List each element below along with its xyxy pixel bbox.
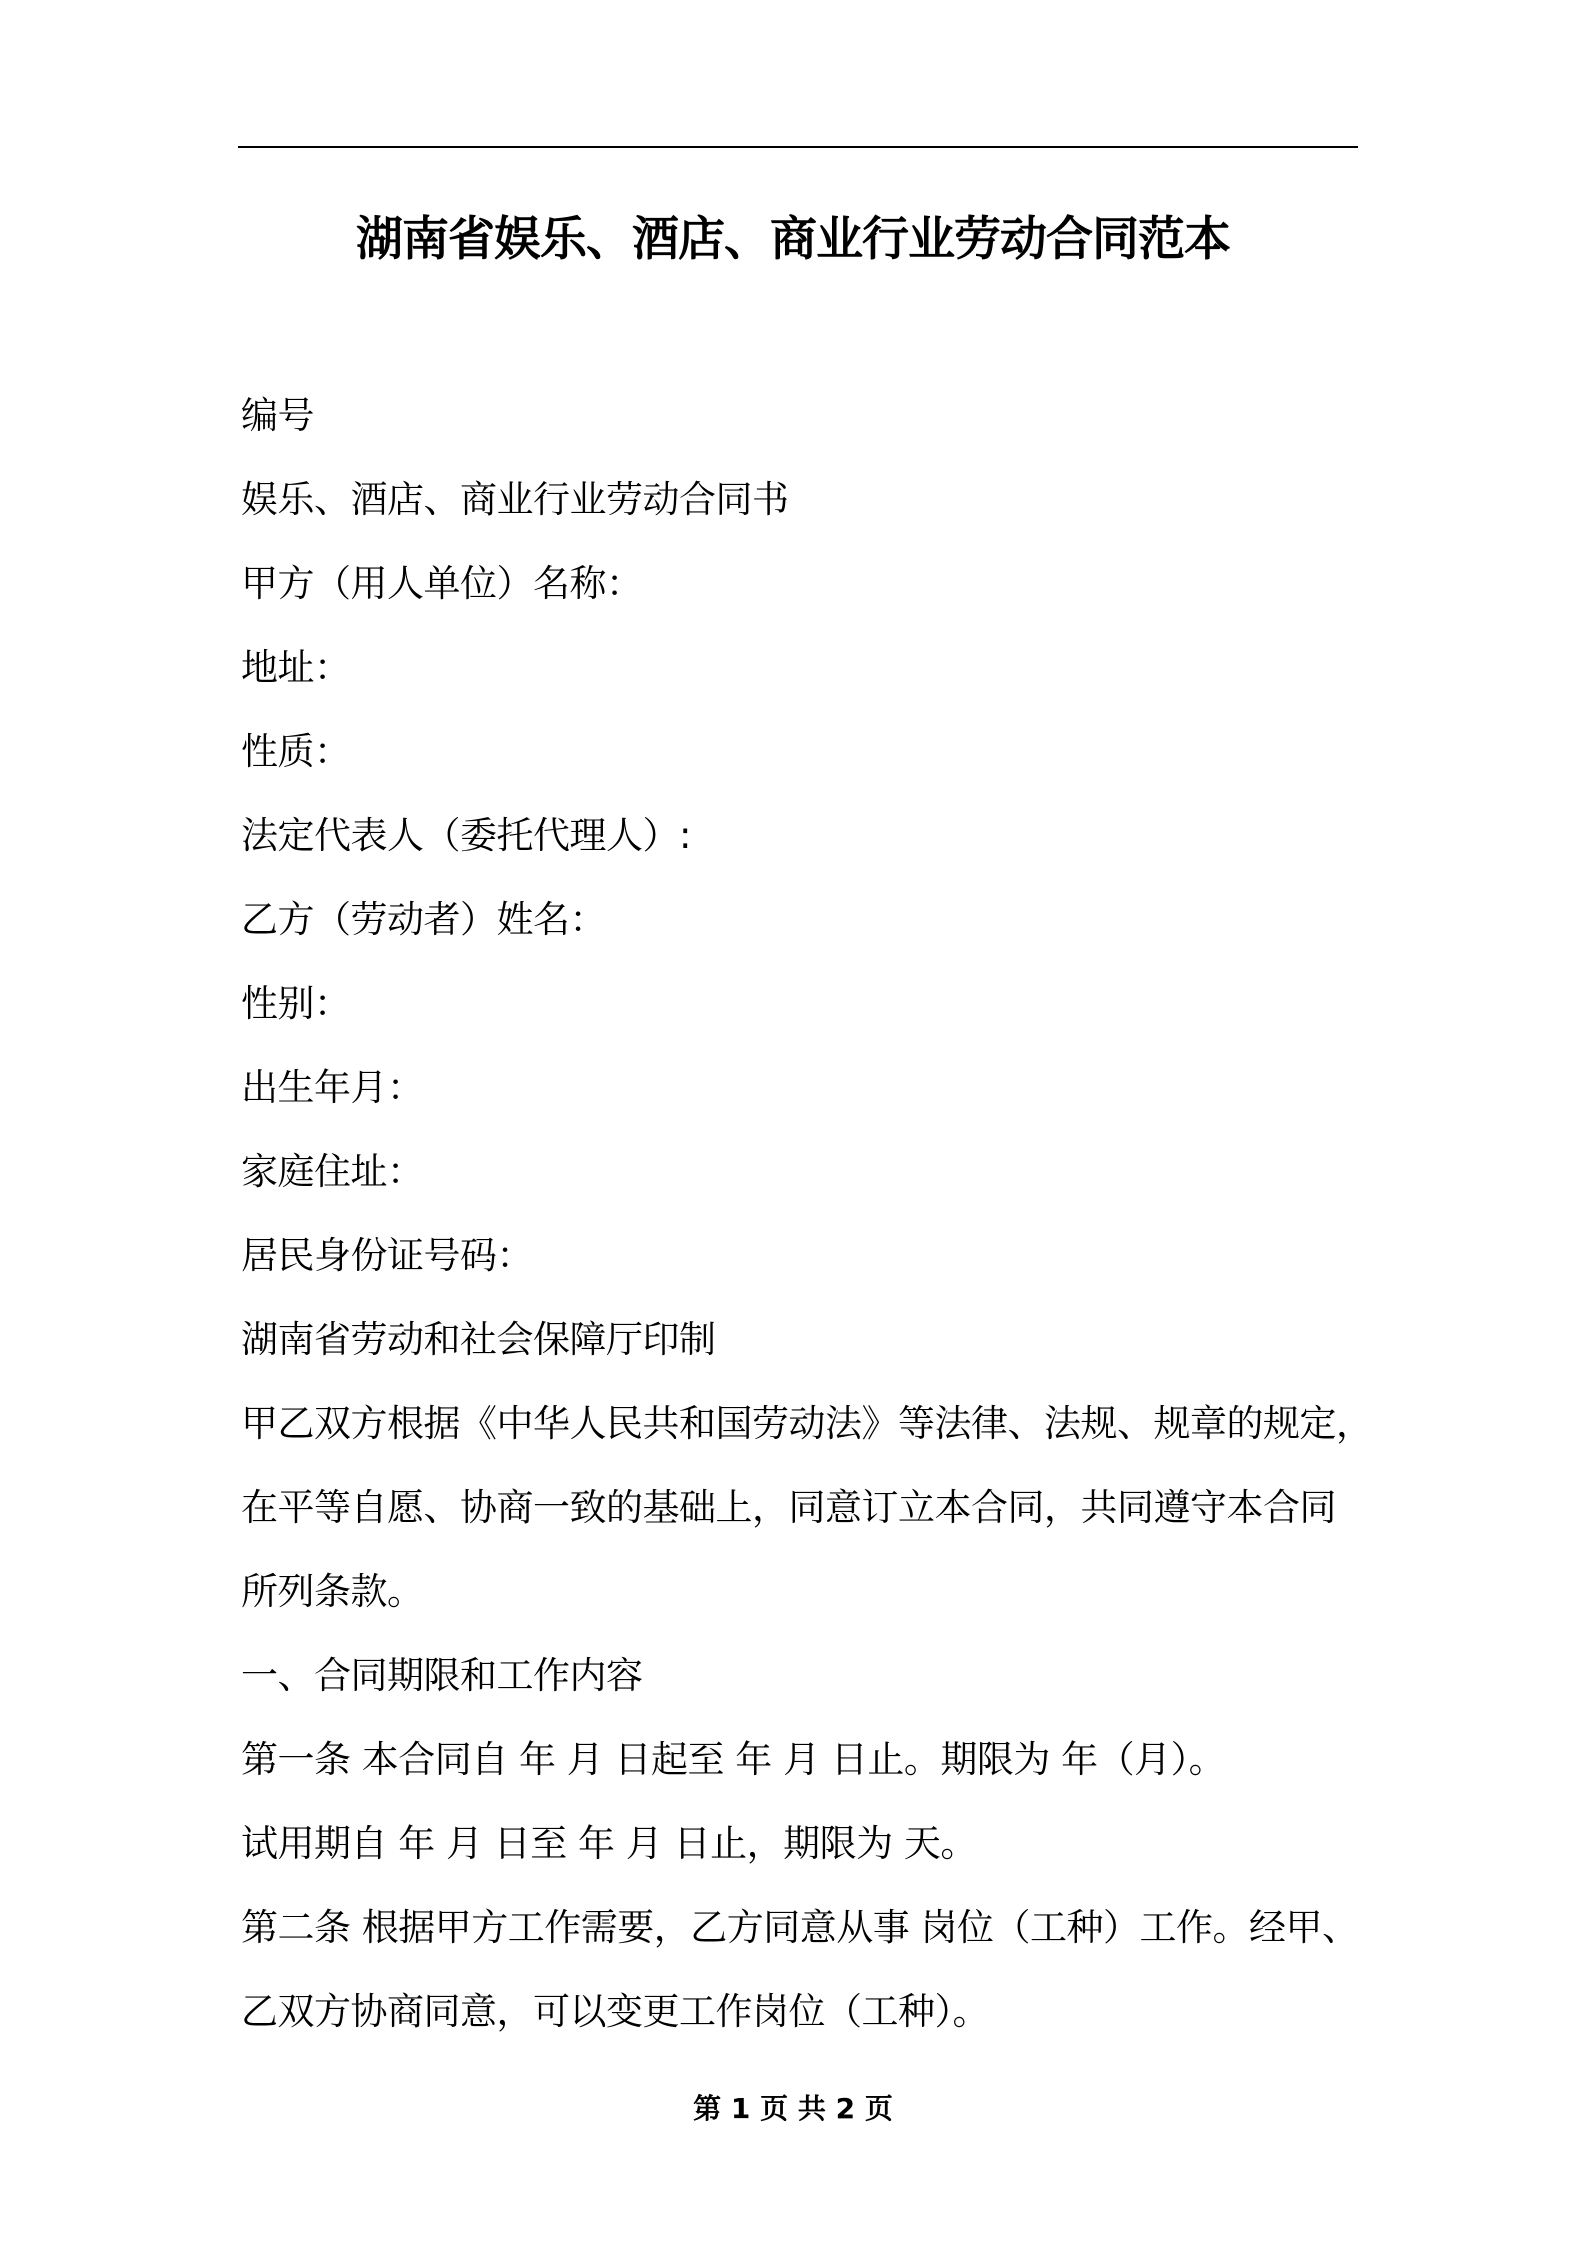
field-legal-representative: 法定代表人（委托代理人）: <box>241 814 691 857</box>
preamble-line-3: 所列条款。 <box>241 1570 424 1613</box>
article-1-line-1: 第一条 本合同自 年 月 日起至 年 月 日止。期限为 年（月）。 <box>241 1738 1226 1781</box>
field-employee-name: 乙方（劳动者）姓名： <box>241 898 606 941</box>
article-1-line-2: 试用期自 年 月 日至 年 月 日止，期限为 天。 <box>241 1822 977 1865</box>
field-employer-name: 甲方（用人单位）名称： <box>241 562 643 605</box>
field-birth-date: 出生年月： <box>241 1066 424 1109</box>
article-2-line-1: 第二条 根据甲方工作需要，乙方同意从事 岗位（工种）工作。经甲、 <box>241 1906 1359 1949</box>
section-heading-term: 一、合同期限和工作内容 <box>241 1654 643 1697</box>
field-number: 编号 <box>241 394 314 437</box>
field-id-number: 居民身份证号码： <box>241 1234 533 1277</box>
preamble-line-1: 甲乙双方根据《中华人民共和国劳动法》等法律、法规、规章的规定， <box>241 1402 1373 1445</box>
field-nature: 性质： <box>241 730 351 773</box>
document-body <box>241 374 1391 2054</box>
issuer-line: 湖南省劳动和社会保障厅印制 <box>241 1318 716 1361</box>
document-title: 湖南省娱乐、酒店、商业行业劳动合同范本 <box>356 212 1230 267</box>
preamble-line-2: 在平等自愿、协商一致的基础上，同意订立本合同，共同遵守本合同 <box>241 1486 1336 1529</box>
field-gender: 性别： <box>241 982 351 1025</box>
field-address: 地址： <box>241 646 351 689</box>
field-home-address: 家庭住址： <box>241 1150 424 1193</box>
article-2-line-2: 乙双方协商同意，可以变更工作岗位（工种）。 <box>241 1990 989 2033</box>
page-number-footer: 第 1 页 共 2 页 <box>693 2092 893 2125</box>
contract-subtitle: 娱乐、酒店、商业行业劳动合同书 <box>241 478 789 521</box>
header-rule <box>238 146 1358 148</box>
